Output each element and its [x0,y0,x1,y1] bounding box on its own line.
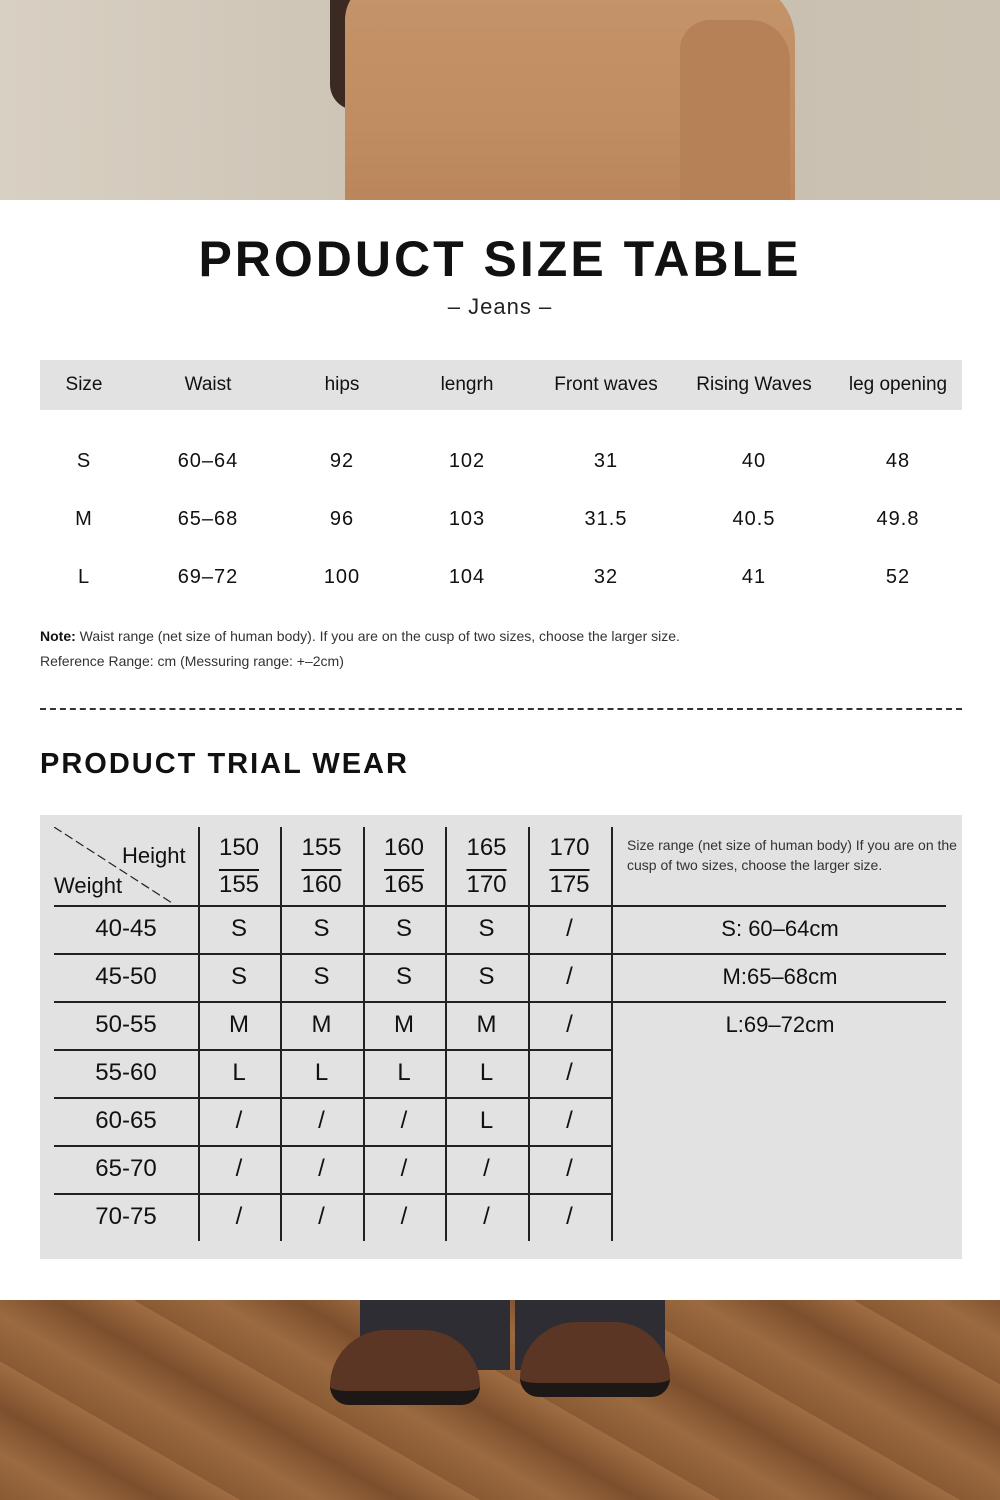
table-cell: 60–64 [177,449,239,472]
recommended-size-cell: M [229,1011,249,1038]
table-row [40,490,962,548]
page-title: PRODUCT SIZE TABLE [198,231,802,287]
recommended-size-cell: S [313,915,330,942]
size-range-label: M:65–68cm [722,964,838,989]
height-range-header [363,827,445,905]
recommended-size-cell: / [483,1155,490,1182]
height-range-bottom: 160 [301,871,342,898]
height-range-bottom: 155 [218,871,260,898]
height-range-top: 165 [466,834,507,861]
weight-range-cell: 45-50 [95,963,157,990]
recommended-size-cell: L [232,1059,246,1086]
recommended-size-cell: S [395,963,412,990]
table-cell: 65–68 [177,507,239,530]
table-cell: 100 [323,565,361,588]
model-sleeve [680,20,790,200]
recommended-size-cell: S [395,915,412,942]
table-cell: 32 [593,565,619,588]
recommended-size-cell: L [479,1059,494,1086]
table-cell: 104 [448,565,486,588]
table-cell: 40 [741,449,767,472]
weight-range-cell: 70-75 [95,1203,157,1230]
recommended-size-cell: M [476,1011,497,1038]
header-cell: Rising Waves [696,374,812,395]
recommended-size-cell: S [478,915,495,942]
recommended-size-cell: / [235,1203,243,1230]
recommended-size-cell: / [400,1203,408,1230]
note-text: Waist range (net size of human body). If you are on the cusp of two sizes, choose the larger size. [79,628,680,644]
height-range-bottom: 175 [549,871,590,898]
note-line [40,624,680,649]
recommended-size-cell: / [235,1107,243,1134]
height-range-header [280,827,363,905]
table-cell: 41 [741,565,767,588]
trial-side-note: Size range (net size of human body) If you are on the cusp of two sizes, choose the larger size. [627,837,957,873]
corner-weight-label: Weight [54,873,123,898]
model-photo-bottom [0,1300,1000,1500]
weight-range-cell: 65-70 [95,1155,157,1182]
model-photo-top [0,0,1000,200]
table-cell: 48 [885,449,911,472]
weight-range-cell: 55-60 [95,1059,157,1086]
height-range-bottom: 170 [466,871,507,898]
table-cell: 31 [593,449,619,472]
recommended-size-cell: / [566,1203,573,1230]
trial-section-title: PRODUCT TRIAL WEAR [40,748,409,780]
recommended-size-cell: / [566,1155,573,1182]
weight-range-cell: 60-65 [95,1107,157,1134]
table-cell: 31.5 [584,507,628,530]
header-cell: lengrh [440,374,494,395]
size-range-label: S: 60–64cm [721,916,839,941]
recommended-size-cell: L [314,1059,329,1086]
size-range-label: L:69–72cm [725,1012,835,1037]
table-cell: 102 [448,449,486,472]
table-cell: 103 [448,507,486,530]
height-range-header [198,827,280,905]
recommended-size-cell: S [230,963,247,990]
table-cell: L [77,565,91,588]
recommended-size-cell: L [397,1059,411,1086]
table-cell: 49.8 [876,507,920,530]
recommended-size-cell: / [318,1155,325,1182]
table-cell: M [75,507,93,530]
recommended-size-cell: / [566,1107,573,1134]
table-cell: S [76,449,92,472]
recommended-size-cell: / [566,1011,573,1038]
height-range-header [528,827,611,905]
recommended-size-cell: / [318,1107,325,1134]
recommended-size-cell: S [313,963,330,990]
header-cell: Front waves [554,374,658,395]
page-subtitle: – Jeans – [447,294,553,319]
recommended-size-cell: / [566,915,573,942]
shoe-left [330,1330,480,1405]
reference-range: Reference Range: cm (Messuring range: +–2cm) [40,653,344,669]
recommended-size-cell: / [566,1059,573,1086]
weight-range-cell: 40-45 [95,915,157,942]
weight-range-cell: 50-55 [95,1011,157,1038]
header-cell: Waist [184,374,232,395]
header-cell: leg opening [848,374,948,395]
recommended-size-cell: S [478,963,495,990]
dashed-divider [40,708,962,710]
height-range-top: 150 [218,834,260,861]
header-cell: hips [324,374,360,395]
size-table-body [40,410,962,606]
recommended-size-cell: M [394,1011,414,1038]
size-table-header [40,360,962,410]
size-notes [40,624,680,674]
table-cell: 52 [885,565,911,588]
table-cell: 92 [329,449,355,472]
recommended-size-cell: M [311,1011,332,1038]
height-range-top: 155 [301,834,342,861]
table-cell: 96 [329,507,355,530]
recommended-size-cell: / [483,1203,490,1230]
recommended-size-cell: / [400,1107,408,1134]
recommended-size-cell: / [566,963,573,990]
recommended-size-cell: / [235,1155,243,1182]
trial-wear-grid [40,815,962,1259]
recommended-size-cell: L [479,1107,494,1134]
table-row [40,432,962,490]
corner-height-label: Height [122,843,186,868]
height-range-bottom: 165 [383,871,425,898]
recommended-size-cell: / [400,1155,408,1182]
height-range-top: 160 [383,834,425,861]
shoe-right [520,1322,670,1397]
size-table [40,360,962,606]
height-range-top: 170 [549,834,590,861]
table-row [40,548,962,606]
note-label: Note: [40,628,76,644]
height-range-header [445,827,528,905]
recommended-size-cell: / [318,1203,325,1230]
recommended-size-cell: S [230,915,247,942]
header-cell: Size [65,374,103,395]
table-cell: 40.5 [732,507,776,530]
size-chart-card [0,200,1000,1300]
table-cell: 69–72 [177,565,239,588]
